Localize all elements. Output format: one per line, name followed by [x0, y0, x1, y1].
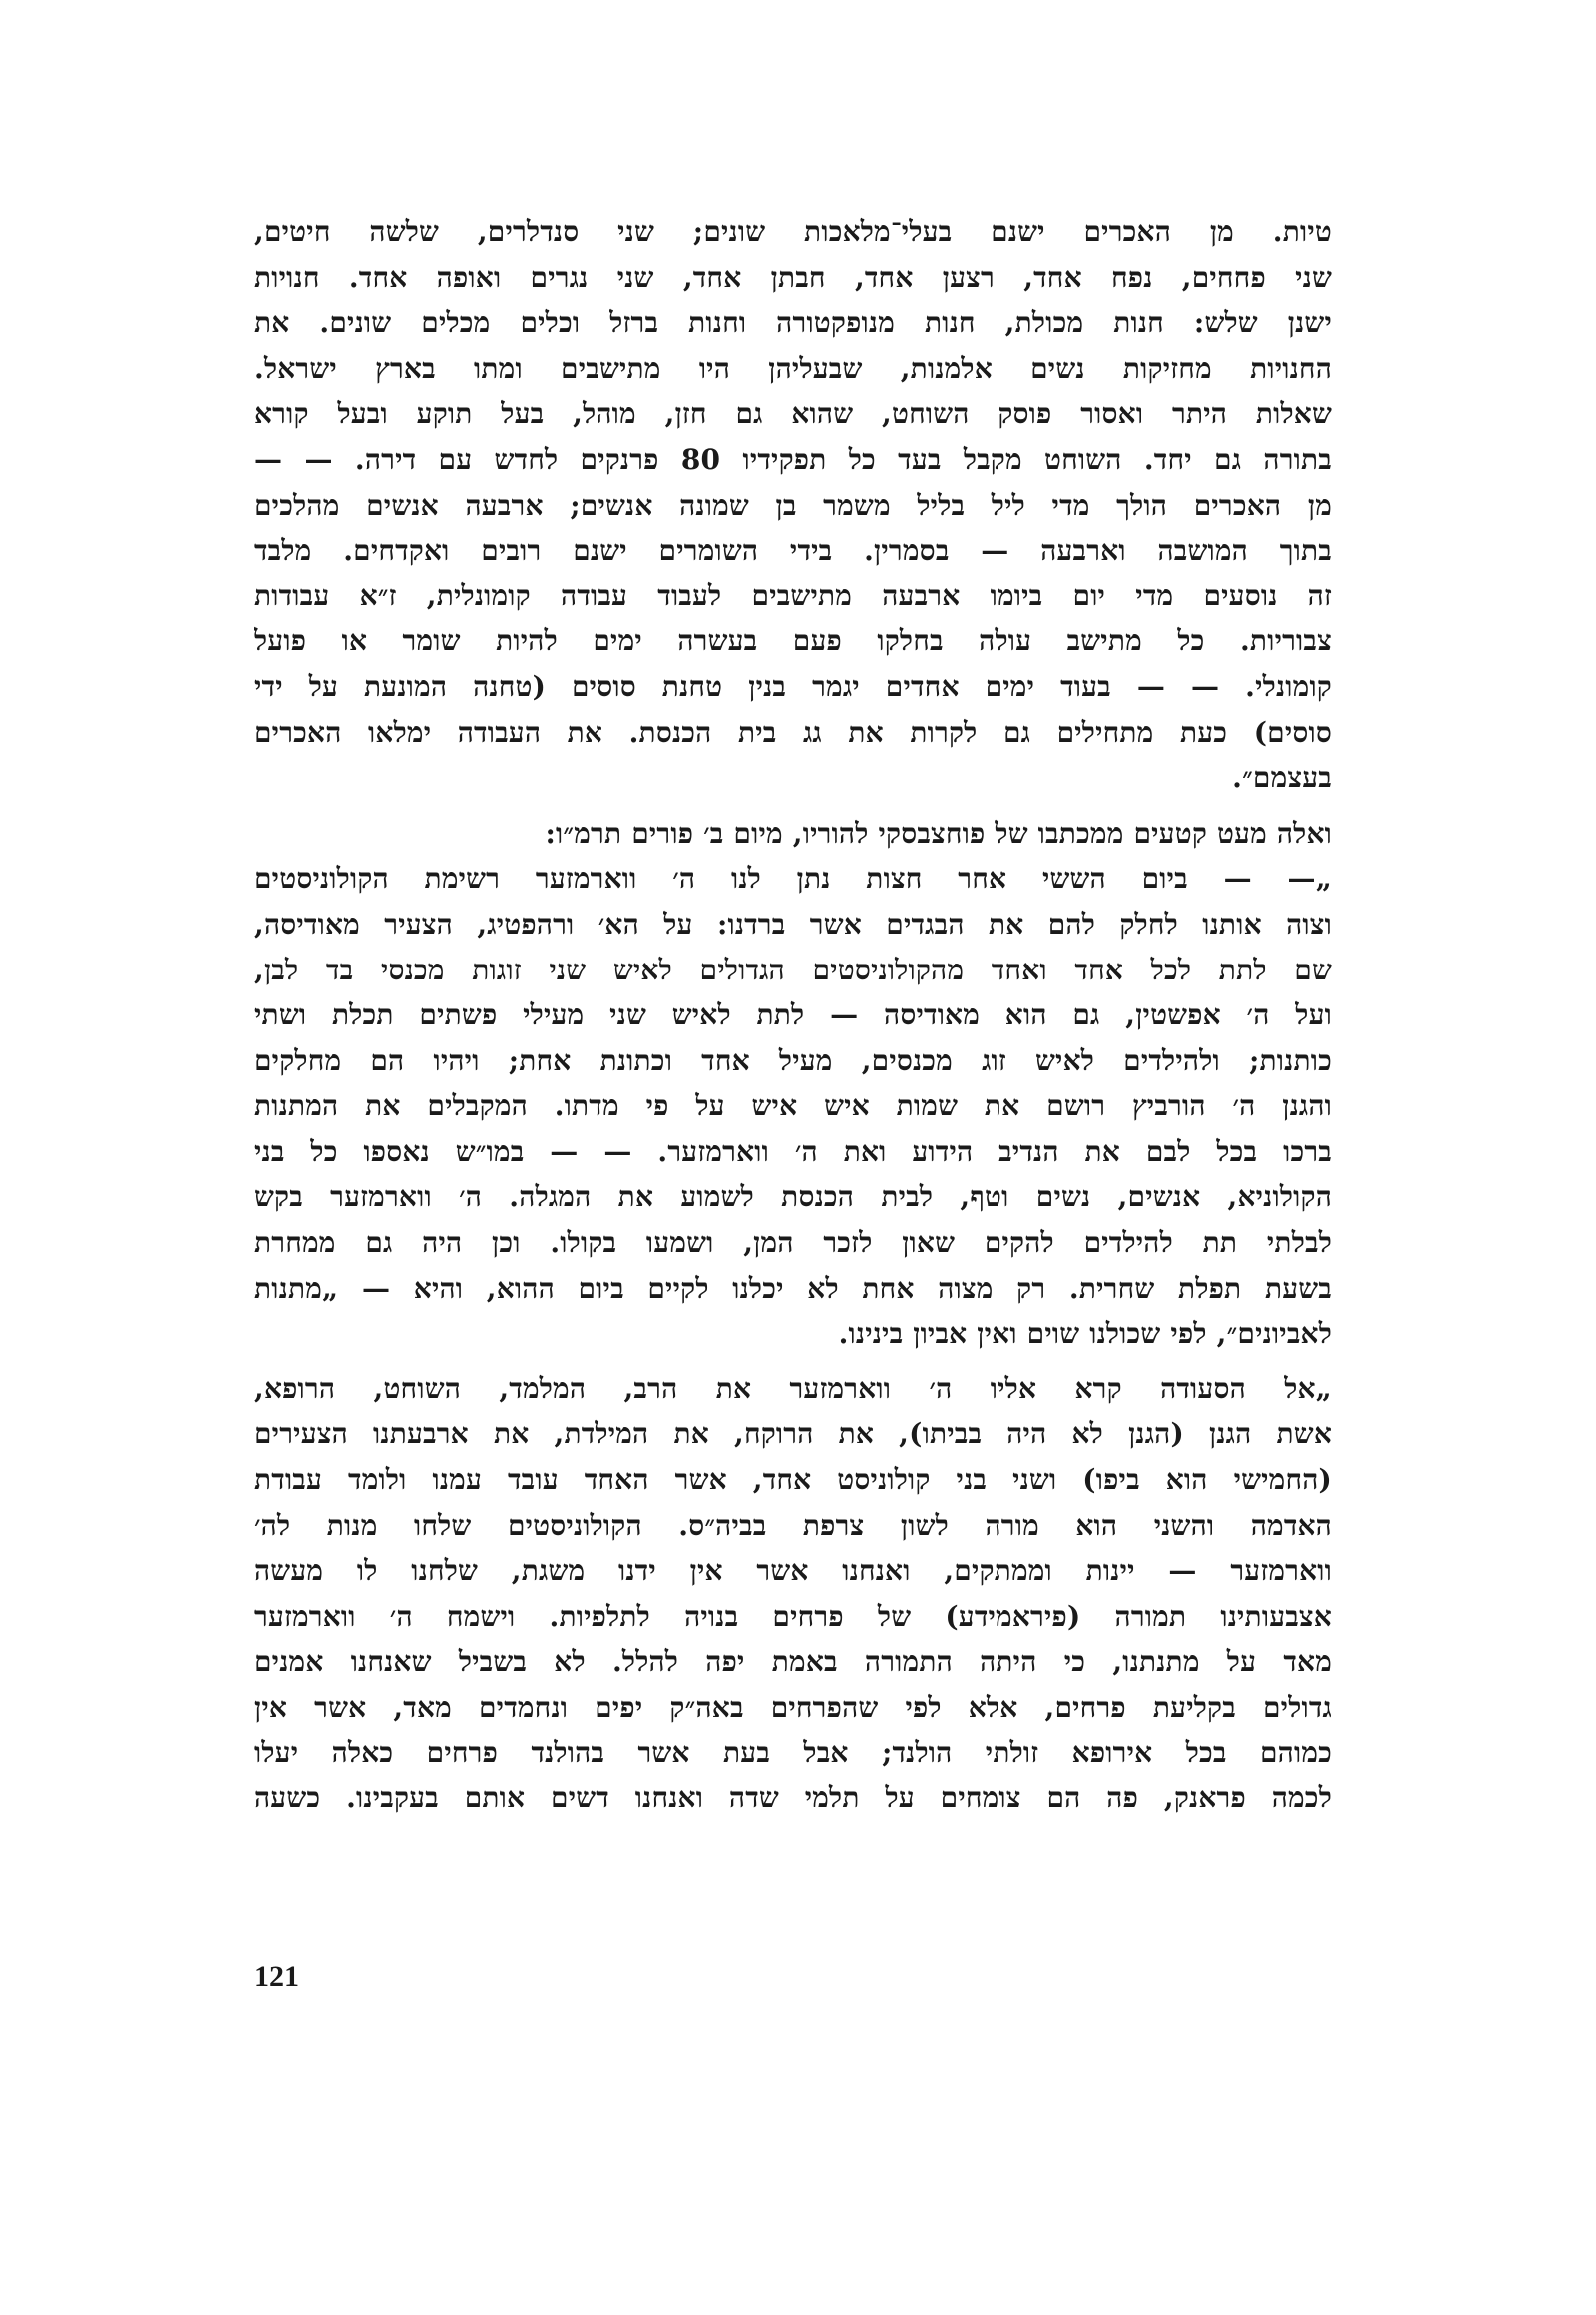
text-line: בתוך המושבה וארבעה — בסמרין. בידי השומרים ישנם רובים ואקדחים. מלבד — [254, 534, 1332, 568]
text-line: וצוה אותנו לחלק להם את הבגדים אשר ברדנו: על הא׳ ורהפטיג, הצעיר מאודיסה, — [254, 907, 1332, 941]
text-line: שאלות היתר ואסור פוסק השוחט, שהוא גם חזן, מוהל, בעל תוקע ובעל קורא — [254, 397, 1332, 431]
text-line: אשת הגנן (הגנן לא היה בביתו), את הרוקח, את המילדת, את ארבעתנו הצעירים — [254, 1417, 1332, 1451]
text-line: (החמישי הוא ביפו) ושני בני קולוניסט אחד, אשר האחד עובד עמנו ולומד עבודת — [254, 1463, 1332, 1497]
paragraph-3 — [254, 856, 1332, 1356]
text-line: לאביונים״, לפי שכולנו שוים ואין אביון בינינו. — [838, 1317, 1332, 1350]
text-line: בעצמם״. — [1232, 761, 1332, 795]
text-line: לכמה פראנק, פה הם צומחים על תלמי שדה ואנחנו דשים אותם בעקבינו. כשעה — [254, 1781, 1332, 1815]
text-line: בשעת תפלת שחרית. רק מצוה אחת לא יכלנו לקיים ביום ההוא, והיא — „מתנות — [254, 1271, 1332, 1305]
text-line: שני פחחים, נפח אחד, רצען אחד, חבתן אחד, שני נגרים ואופה אחד. חנויות — [254, 260, 1332, 294]
page-number: 121 — [254, 1960, 299, 1993]
text-line: והגנן ה׳ הורביץ רושם את שמות איש איש על פי מדתו. המקבלים את המתנות — [254, 1089, 1332, 1123]
document-body — [254, 209, 1332, 1821]
paragraph-gap — [254, 1356, 1332, 1366]
text-line: ועל ה׳ אפשטין, גם הוא מאודיסה — לתת לאיש שני מעילי פשתים תכלת ושתי — [254, 998, 1332, 1032]
text-line: גדולים בקליעת פרחים, אלא לפי שהפרחים באה״ק יפים ונחמדים מאד, אשר אין — [254, 1691, 1332, 1724]
text-line: הקולוניא, אנשים, נשים וטף, לבית הכנסת לשמוע את המגלה. ה׳ ווארמזער בקש — [254, 1180, 1332, 1214]
text-line: ווארמזער — יינות וממתקים, ואנחנו אשר אין ידנו משגת, שלחנו לו מעשה — [254, 1554, 1332, 1588]
text-line: שם לתת לכל אחד ואחד מהקולוניסטים הגדולים לאיש שני זוגות מכנסי בד לבן, — [254, 953, 1332, 986]
text-line: סוסים) כעת מתחילים גם לקרות את גג בית הכנסת. את העבודה ימלאו האכרים — [254, 715, 1332, 749]
text-line: כמוהם בכל אירופא זולתי הולנד; אבל בעת אשר בהולנד פרחים כאלה יעלו — [254, 1736, 1332, 1769]
text-line: האדמה והשני הוא מורה לשון צרפת בביה״ס. הקולוניסטים שלחו מנות לה׳ — [254, 1508, 1332, 1542]
text-line: החנויות מחזיקות נשים אלמנות, שבעליהן היו מתישבים ומתו בארץ ישראל. — [254, 351, 1332, 385]
paragraph-4 — [254, 1366, 1332, 1821]
text-line: אצבעותינו תמורה (פיראמידע) של פרחים בנויה לתלפיות. וישמח ה׳ ווארמזער — [254, 1599, 1332, 1633]
paragraph-2 — [254, 811, 1332, 857]
text-line: קומונלי. — — בעוד ימים אחדים יגמר בנין טחנת סוסים (טחנה המונעת על ידי — [254, 669, 1332, 703]
paragraph-gap — [254, 801, 1332, 811]
text-line: בתורה גם יחד. השוחט מקבל בעד כל תפקידיו 80 פרנקים לחדש עם דירה. — — — [254, 442, 1332, 476]
text-line: זה נוסעים מדי יום ביומו ארבעה מתישבים לעבוד עבודה קומונלית, ז״א עבודות — [254, 579, 1332, 612]
text-line: כותנות; ולהילדים לאיש זוג מכנסים, מעיל אחד וכתונת אחת; ויהיו הם מחלקים — [254, 1043, 1332, 1077]
text-line: „אל הסעודה קרא אליו ה׳ ווארמזער את הרב, המלמד, השוחט, הרופא, — [254, 1371, 1332, 1405]
text-line: מן האכרים הולך מדי ליל בליל משמר בן שמונה אנשים; ארבעה אנשים מהלכים — [254, 488, 1332, 522]
text-line: ואלה מעט קטעים ממכתבו של פוחצבסקי להוריו, מיום ב׳ פורים תרמ״ו: — [545, 816, 1332, 850]
text-line: „— — ביום הששי אחר חצות נתן לנו ה׳ ווארמזער רשימת הקולוניסטים — [254, 862, 1332, 896]
text-line: מאד על מתנתנו, כי היתה התמורה באמת יפה להלל. לא בשביל שאנחנו אמנים — [254, 1645, 1332, 1679]
text-line: צבוריות. כל מתישב עולה בחלקו פעם בעשרה ימים להיות שומר או פועל — [254, 624, 1332, 658]
paragraph-1 — [254, 209, 1332, 801]
text-line: לבלתי תת להילדים להקים שאון לזכר המן, ושמעו בקולו. וכן היה גם ממחרת — [254, 1226, 1332, 1260]
text-line: טיות. מן האכרים ישנם בעלי־מלאכות שונים; שני סנדלרים, שלשה חיטים, — [254, 215, 1332, 248]
text-line: ישנן שלש: חנות מכולת, חנות מנופקטורה וחנות ברזל וכלים מכלים שונים. את — [254, 306, 1332, 340]
text-line: ברכו בכל לבם את הנדיב הידוע ואת ה׳ ווארמזער. — — במו״ש נאספו כל בני — [254, 1134, 1332, 1168]
